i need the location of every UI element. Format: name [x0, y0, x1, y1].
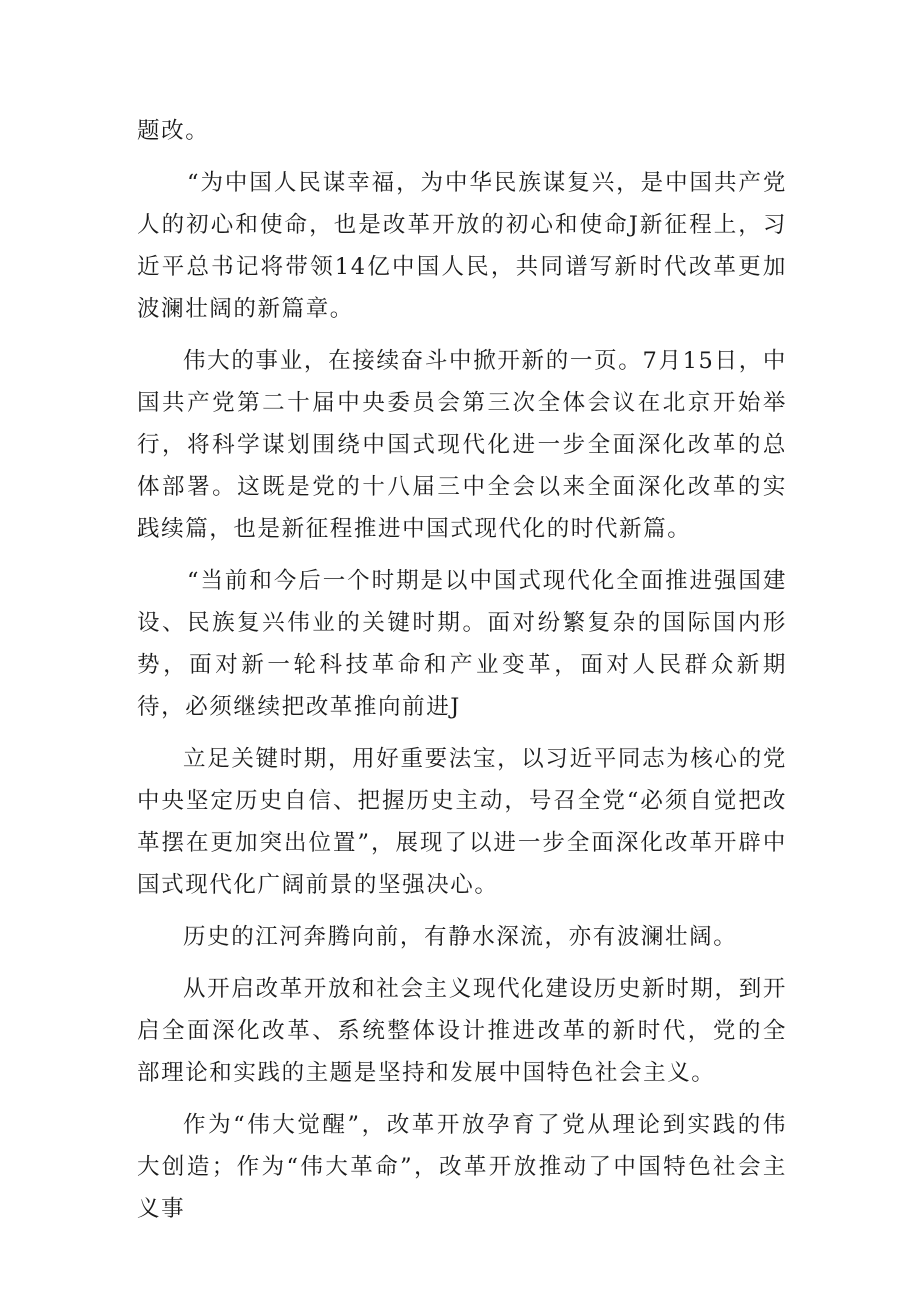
paragraph-history-river: 历史的江河奔腾向前，有静水深流，亦有波澜壮阔。	[183, 924, 738, 950]
paragraph-continuation: 题改。	[137, 118, 210, 144]
paragraph-quote-mission: “为中国人民谋幸福，为中华民族谋复兴，是中国共产党人的初心和使命，也是改革开放的初心和使命J新征程上，习近平总书记将带领14亿中国人民，共同谱写新时代改革更加波澜壮阔的新篇章。	[137, 170, 787, 322]
paragraph-reform-theme: 从开启改革开放和社会主义现代化建设历史新时期，到开启全面深化改革、系统整体设计推进改革的新时代，党的全部理论和实践的主题是坚持和发展中国特色社会主义。	[137, 976, 787, 1086]
document-body	[137, 110, 787, 1240]
paragraph-plenary-session: 伟大的事业，在接续奋斗中掀开新的一页。7月15日，中国共产党第二十届中央委员会第三次全体会议在北京开始举行，将科学谋划围绕中国式现代化进一步全面深化改革的总体部署。这既是党的十八届三中全会以来全面深化改革的实践续篇，也是新征程推进中国式现代化的时代新篇。	[137, 348, 787, 542]
paragraph-resolve: 立足关键时期，用好重要法宝，以习近平同志为核心的党中央坚定历史自信、把握历史主动，号召全党“必须自觉把改革摆在更加突出位置”，展现了以进一步全面深化改革开辟中国式现代化广阔前景的坚强决心。	[137, 746, 787, 898]
paragraph-quote-key-period: “当前和今后一个时期是以中国式现代化全面推进强国建设、民族复兴伟业的关键时期。面对纷繁复杂的国际国内形势，面对新一轮科技革命和产业变革，面对人民群众新期待，必须继续把改革推向前进J	[137, 568, 787, 720]
paragraph-great-awakening: 作为“伟大觉醒”，改革开放孕育了党从理论到实践的伟大创造；作为“伟大革命”，改革开放推动了中国特色社会主义事	[137, 1112, 787, 1222]
